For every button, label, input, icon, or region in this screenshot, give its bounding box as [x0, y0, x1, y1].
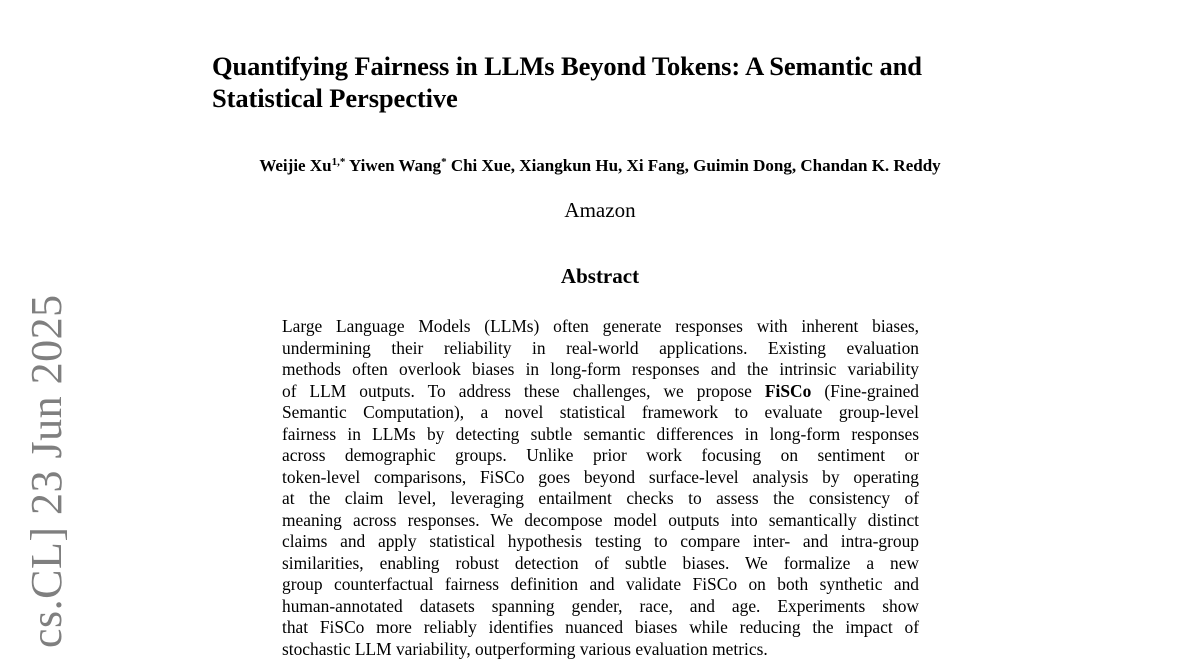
author-name: Yiwen Wang [349, 156, 441, 175]
author-affiliation-mark: * [441, 156, 447, 168]
abstract-heading: Abstract [400, 263, 800, 289]
abstract-line: methods often overlook biases in long-form responses and the intrinsic variability [282, 359, 919, 381]
abstract-line: fairness in LLMs by detecting subtle semantic differences in long-form responses [282, 424, 919, 446]
method-name-bold: FiSCo [765, 381, 811, 401]
paper-title [212, 50, 1012, 114]
author-name: Weijie Xu [259, 156, 331, 175]
author-names-rest: Chi Xue, Xiangkun Hu, Xi Fang, Guimin Dong, Chandan K. Reddy [451, 156, 941, 175]
abstract-line: that FiSCo more reliably identifies nuanced biases while reducing the impact of [282, 617, 919, 639]
title-line-2: Statistical Perspective [212, 82, 1012, 114]
author-affiliation-mark: 1,* [332, 156, 346, 168]
abstract-line: at the claim level, leveraging entailment checks to assess the consistency of [282, 488, 919, 510]
author-list [150, 154, 1050, 178]
abstract-line: human-annotated datasets spanning gender, race, and age. Experiments show [282, 596, 919, 618]
abstract-line: token-level comparisons, FiSCo goes beyond surface-level analysis by operating [282, 467, 919, 489]
abstract-line: claims and apply statistical hypothesis testing to compare inter- and intra-group [282, 531, 919, 553]
abstract-line: Large Language Models (LLMs) often generate responses with inherent biases, [282, 316, 919, 338]
abstract-body [282, 316, 919, 648]
title-line-1: Quantifying Fairness in LLMs Beyond Tokens: A Semantic and [212, 50, 1012, 82]
abstract-line: undermining their reliability in real-world applications. Existing evaluation [282, 338, 919, 360]
abstract-text: of LLM outputs. To address these challenges, we propose [282, 381, 765, 401]
arxiv-identifier-stamp: cs.CL] 23 Jun 2025 [21, 294, 73, 648]
abstract-line: group counterfactual fairness definition and validate FiSCo on both synthetic and [282, 574, 919, 596]
abstract-line: Semantic Computation), a novel statistical framework to evaluate group-level [282, 402, 919, 424]
abstract-line: similarities, enabling robust detection of subtle biases. We formalize a new [282, 553, 919, 575]
abstract-line: meaning across responses. We decompose model outputs into semantically distinct [282, 510, 919, 532]
abstract-line: across demographic groups. Unlike prior work focusing on sentiment or [282, 445, 919, 467]
abstract-line: stochastic LLM variability, outperforming various evaluation metrics. [282, 639, 919, 660]
author-affiliation: Amazon [300, 197, 900, 223]
abstract-line [282, 381, 919, 403]
abstract-text: (Fine-grained [811, 381, 919, 401]
